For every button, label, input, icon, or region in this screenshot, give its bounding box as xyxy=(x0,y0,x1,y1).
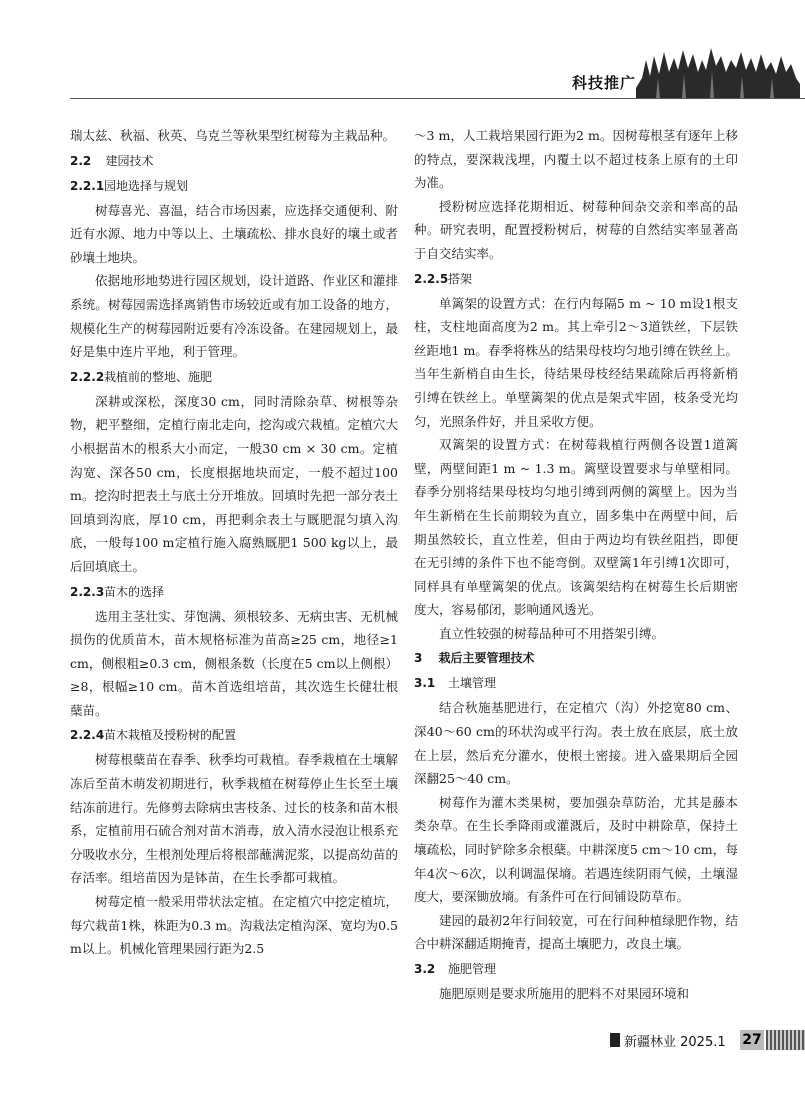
paragraph: 单篱架的设置方式：在行内每隔5 m ~ 10 m设1根支柱，支柱地面高度为2 m。其上牵引2～3道铁丝，下层铁丝距地1 m。春季将株丛的结果母枝均匀地引缚在铁丝上。当年生新梢自由生长，待结果母枝经结果疏除后再将新梢引缚在铁丝上。单壁篱架的优点是架式牢固，枝条受光均匀，光照条件好，并且采收方便。 xyxy=(414,295,738,429)
subsection-heading xyxy=(70,723,398,747)
page-number: 27 xyxy=(740,1030,764,1050)
paragraph: 树莓根蘖苗在春季、秋季均可栽植。春季栽植在土壤解冻后至苗木萌发初期进行，秋季栽植在树莓停止生长至土壤结冻前进行。先修剪去除病虫害枝条、过长的枝条和苗木根系，定植前用石硫合剂对苗木消毒，放入清水浸泡让根系充分吸收水分，生根剂处理后将根部蘸满泥浆，以提高幼苗的存活率。组培苗因为是钵苗，在生长季都可栽植。 xyxy=(70,752,398,886)
section-heading xyxy=(70,149,398,173)
section-title: 建园技术 xyxy=(105,153,154,168)
subsection-number: 2.2.5 xyxy=(414,271,449,286)
section-number: 3 xyxy=(414,651,423,666)
subsection-heading xyxy=(414,671,738,695)
paragraph: 结合秋施基肥进行，在定植穴（沟）外挖宽80 cm、深40～60 cm的环状沟或平行沟。表土放在底层，底土放在上层，然后充分灌水，使根土密接。进入盛果期后全园深翻25～40 cm。 xyxy=(414,700,738,787)
page-header xyxy=(0,0,805,100)
subsection-number: 3.2 xyxy=(414,962,436,976)
subsection-heading xyxy=(70,580,398,604)
header-rule xyxy=(70,98,805,99)
paragraph: 授粉树应选择花期相近、树莓种间杂交亲和率高的品种。研究表明，配置授粉树后，树莓的自然结实率显著高于自交结实率。 xyxy=(414,198,738,261)
subsection-heading xyxy=(70,174,398,198)
subsection-title: 土壤管理 xyxy=(448,676,497,691)
subsection-title: 苗木栽植及授粉树的配置 xyxy=(104,728,237,743)
subsection-title: 施肥管理 xyxy=(448,962,497,976)
paragraph: 瑞太兹、秋福、秋英、乌克兰等秋果型红树莓为主栽品种。 xyxy=(70,128,396,143)
subsection-number: 2.2.4 xyxy=(70,728,105,743)
paragraph: 树莓作为灌木类果树，要加强杂草防治，尤其是藤本类杂草。在生长季降雨或灌溉后，及时中耕除草，保持土壤疏松，同时铲除多余根蘖。中耕深度5 cm～10 cm，每年4次～6次，以利调温保墒。若遇连续阴雨气候，土壤湿度大，要深锄放墒。有条件可在行间铺设防草布。 xyxy=(414,794,738,905)
footer-bar xyxy=(766,1030,805,1050)
paragraph: 施肥原则是要求所施用的肥料不对果园环境和 xyxy=(439,986,690,1001)
subsection-title: 园地选择与规划 xyxy=(104,178,189,193)
paragraph: 直立性较强的树莓品种可不用搭架引缚。 xyxy=(439,625,665,641)
subsection-title: 栽植前的整地、施肥 xyxy=(104,369,213,384)
subsection-heading xyxy=(70,365,398,389)
journal-issue: 新疆林业 2025.1 xyxy=(624,1035,726,1050)
paragraph: ～3 m，人工栽培果园行距为2 m。因树莓根茎有逐年上移的特点，要深栽浅埋，内覆土以不超过枝条上原有的土印为准。 xyxy=(414,128,738,191)
section-title: 栽后主要管理技术 xyxy=(438,651,535,666)
paragraph: 双篱架的设置方式：在树莓栽植行两侧各设置1道篱壁，两壁间距1 m ~ 1.3 m。篱壁设置要求与单壁相同。春季分别将结果母枝均匀地引缚到两侧的篱壁上。因为当年生新梢在生长前期较为直立，固多集中在两壁中间，后期虽然较长，直立性差，但由于两边均有铁丝阻挡，即便在无引缚的条件下也不能弯倒。双壁篱1年引缚1次即可，同样具有单壁篱架的优点。该篱架结构在树莓生长后期密度大，容易郁闭，影响通风透光。 xyxy=(414,437,738,618)
subsection-heading xyxy=(414,267,738,291)
section-heading xyxy=(414,646,738,670)
subsection-heading xyxy=(414,957,738,981)
subsection-number: 2.2.3 xyxy=(70,584,105,599)
paragraph: 深耕或深松，深度30 cm，同时清除杂草、树根等杂物，耙平整细，定植行南北走向，挖沟或穴栽植。定植穴大小根据苗木的根系大小而定，一般30 cm × 30 cm。定植沟宽、深各50 cm，长度根据地块而定，一般不超过100 m。挖沟时把表土与底土分开堆放。回填时先把一部分表土回填到沟底，厚10 cm，再把剩余表土与厩肥混匀填入沟底，一般每100 m定植行施入腐熟厩肥1 500 kg以上，最后回填底土。 xyxy=(70,393,398,574)
paragraph: 树莓定植一般采用带状法定植。在定植穴中挖定植坑，每穴栽苗1株，株距为0.3 m。沟栽法定植沟深、宽均为0.5 m以上。机械化管理果园行距为2.5 xyxy=(70,894,398,957)
right-column xyxy=(414,124,738,1006)
footer-marker xyxy=(610,1033,620,1047)
paragraph: 建园的最初2年行间较宽，可在行间种植绿肥作物，结合中耕深翻适期掩青，提高土壤肥力，改良土壤。 xyxy=(414,912,738,952)
section-label: 科技推广 xyxy=(572,74,637,92)
subsection-number: 3.1 xyxy=(414,676,436,691)
tree-silhouette-icon xyxy=(636,48,800,98)
paragraph: 树莓喜光、喜温，结合市场因素，应选择交通便利、附近有水源、地力中等以上、土壤疏松、排水良好的壤土或者砂壤土地块。 xyxy=(70,202,398,265)
page-footer xyxy=(610,1030,805,1052)
subsection-title: 苗木的选择 xyxy=(104,584,165,599)
left-column xyxy=(70,124,398,961)
section-number: 2.2 xyxy=(70,153,92,168)
subsection-title: 搭架 xyxy=(448,271,473,286)
subsection-number: 2.2.1 xyxy=(70,178,105,193)
subsection-number: 2.2.2 xyxy=(70,369,105,384)
paragraph: 选用主茎壮实、芽饱满、须根较多、无病虫害、无机械损伤的优质苗木，苗木规格标准为苗高≥25 cm，地径≥1 cm，侧根粗≥0.3 cm，侧根条数（长度在5 cm以上侧根）≥8，根幅≥10 cm。苗木首选组培苗，其次选生长健壮根蘖苗。 xyxy=(70,608,398,718)
paragraph: 依据地形地势进行园区规划，设计道路、作业区和灌排系统。树莓园需选择离销售市场较近或有加工设备的地方，规模化生产的树莓园附近要有冷冻设备。在建园规划上，最好是集中连片平地，利于管理。 xyxy=(70,273,398,360)
